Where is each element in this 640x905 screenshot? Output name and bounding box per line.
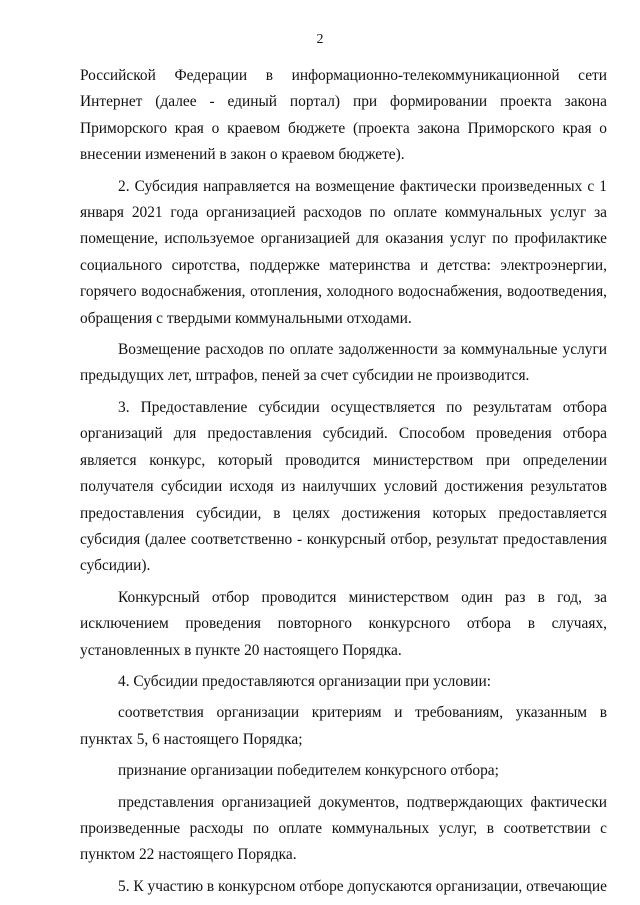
paragraph-continuation: Российской Федерации в информационно-телекоммуникационной сети Интернет (далее - единый портал) при формировании проекта закона Приморского края о краевом бюджете (проекта закона Приморского края о внесении изменений в закон о краевом бюджете). xyxy=(80,67,607,164)
paragraph-condition-winner: признание организации победителем конкурсного отбора; xyxy=(118,762,499,780)
paragraph-competitive-selection: Конкурсный отбор проводится министерством один раз в год, за исключением проведения повторного конкурсного отбора в случаях, установленных в пункте 20 настоящего Порядка. xyxy=(80,588,607,659)
paragraph-condition-criteria: соответствия организации критериям и требованиям, указанным в пунктах 5, 6 настоящего Порядка; xyxy=(80,704,607,748)
paragraph-item-5: 5. К участию в конкурсном отборе допускаются организации, отвечающие xyxy=(118,877,607,895)
paragraph-condition-documents: представления организацией документов, подтверждающих фактически произведенные расходы по оплате коммунальных услуг, в соответствии с пунктом 22 настоящего Порядка. xyxy=(80,793,607,864)
paragraph-item-3: 3. Предоставление субсидии осуществляется по результатам отбора организаций для предоставления субсидий. Способом проведения отбора является конкурс, который проводится министерством при определении получателя субсидии исходя из наилучших условий достижения результатов предоставления субсидии, в целях достижения которых предоставляется субсидия (далее соответственно - конкурсный отбор, результат предоставления субсидии). xyxy=(80,398,607,575)
paragraph-reimbursement-exclusion: Возмещение расходов по оплате задолженности за коммунальные услуги предыдущих лет, штрафов, пеней за счет субсидии не производится. xyxy=(80,341,607,385)
paragraph-item-2: 2. Субсидия направляется на возмещение фактически произведенных с 1 января 2021 года организацией расходов по оплате коммунальных услуг за помещение, используемое организацией для оказания услуг по профилактике социального сиротства, поддержке материнства и детства: электроэнергии, горячего водоснабжения, отопления, холодного водоснабжения, водоотведения, обращения с твердыми коммунальными отходами. xyxy=(80,177,607,327)
paragraph-item-4: 4. Субсидии предоставляются организации при условии: xyxy=(118,672,492,690)
document-body xyxy=(80,63,607,900)
page-number: 2 xyxy=(316,32,324,47)
